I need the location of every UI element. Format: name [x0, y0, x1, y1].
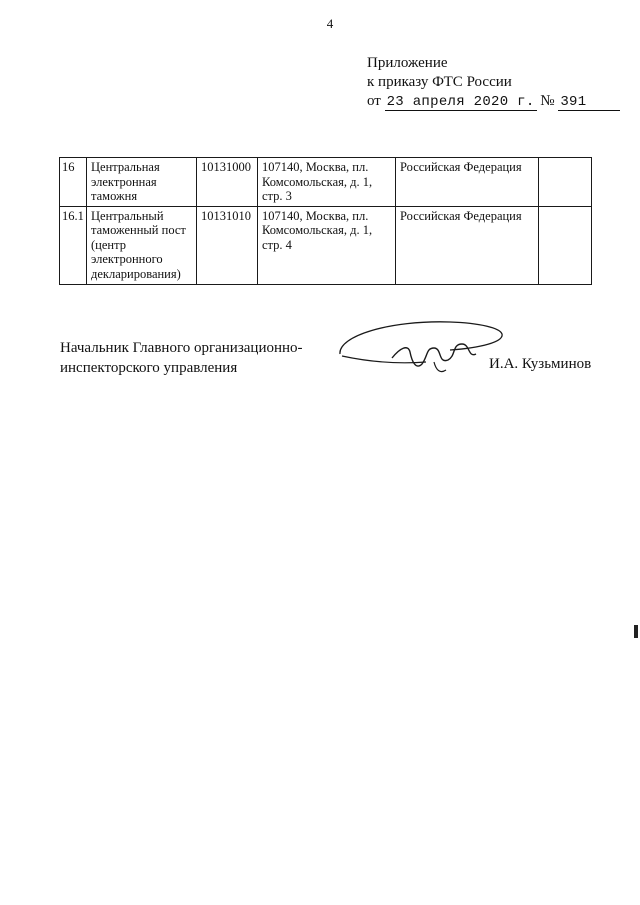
unit-code: 10131010	[197, 206, 258, 284]
unit-note	[539, 158, 592, 207]
number-sign: №	[540, 93, 555, 109]
position-line-1: Начальник Главного организационно-	[60, 340, 303, 356]
order-date: 23 апреля 2020 г.	[386, 94, 535, 110]
signatory-position	[60, 338, 303, 378]
unit-name: Центральная электронная таможня	[87, 158, 197, 207]
handwritten-signature	[330, 314, 505, 384]
unit-region: Российская Федерация	[396, 206, 539, 284]
scan-edge-mark	[634, 625, 638, 638]
unit-code: 10131000	[197, 158, 258, 207]
table-row	[60, 158, 592, 207]
customs-units-table	[59, 157, 592, 285]
signer-name: И.А. Кузьминов	[489, 356, 592, 372]
unit-address: 107140, Москва, пл. Комсомольская, д. 1, стр. 3	[258, 158, 396, 207]
unit-address: 107140, Москва, пл. Комсомольская, д. 1, стр. 4	[258, 206, 396, 284]
table-row	[60, 206, 592, 284]
date-prefix: от	[367, 93, 381, 109]
unit-name: Центральный таможенный пост (центр электронного декларирования)	[87, 206, 197, 284]
row-number: 16	[60, 158, 87, 207]
page-number: 4	[326, 16, 334, 31]
position-line-2: инспекторского управления	[60, 360, 238, 376]
order-number: 391	[558, 95, 620, 111]
row-number: 16.1	[60, 206, 87, 284]
order-reference: к приказу ФТС России	[367, 74, 512, 90]
order-date-number-line	[367, 92, 617, 111]
appendix-title: Приложение	[367, 55, 448, 71]
unit-region: Российская Федерация	[396, 158, 539, 207]
appendix-header	[367, 54, 617, 111]
unit-note	[539, 206, 592, 284]
